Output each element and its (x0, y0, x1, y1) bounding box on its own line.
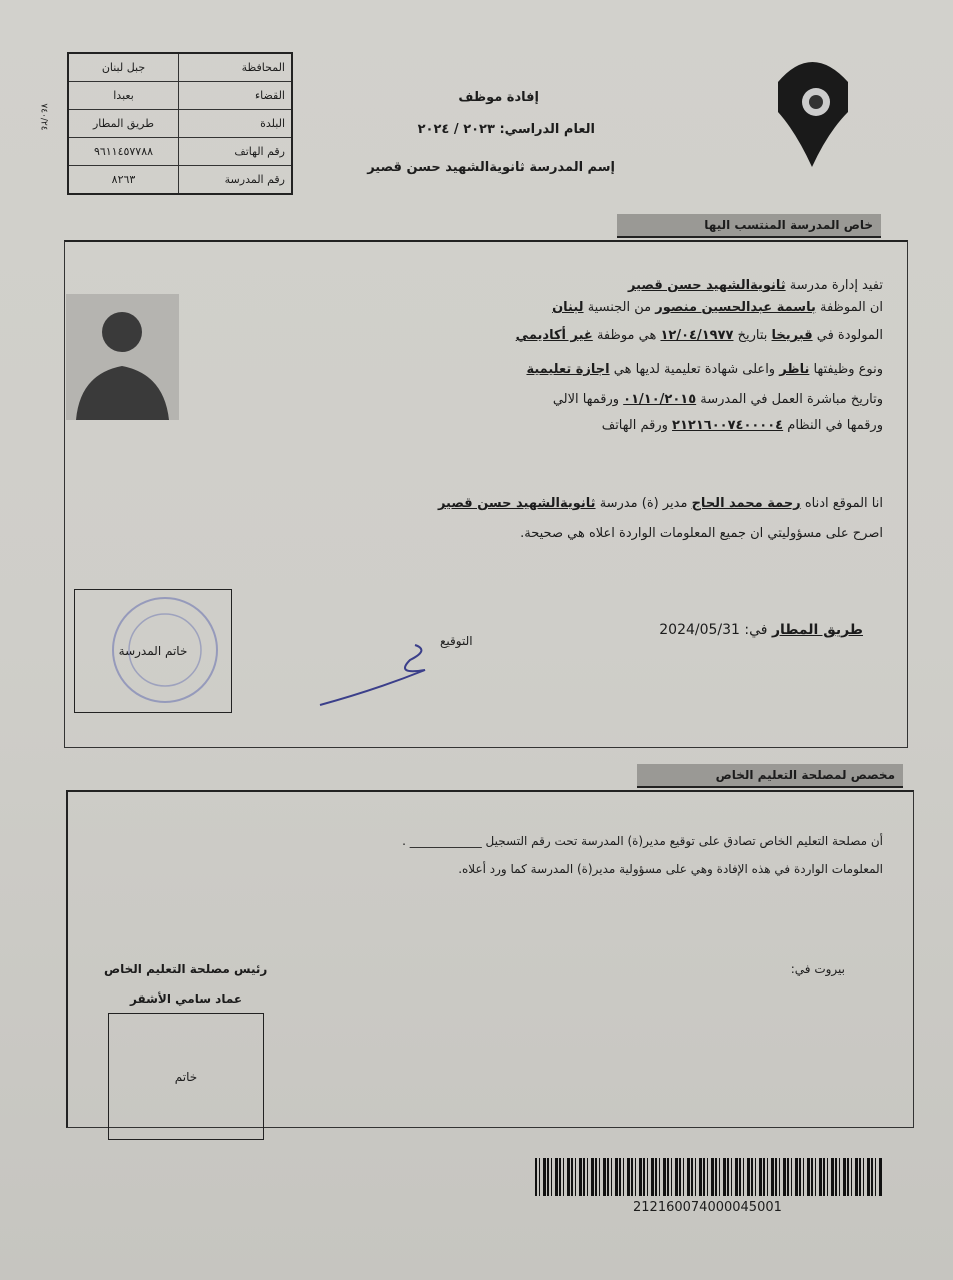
declaration-body: تفيد إدارة مدرسة ثانويةالشهيد حسن قصير ان الموظفة باسمة عبدالحسين منصور من الجنسية لبنان المولودة في قبريخا بتاريخ ١٢/٠٤/١٩٧٧ هي موظفة غير أكاديمي ونوع وظيفتها ناظر واعلى شهادة تعليمية لديها هي اجازة تعليمية وتاريخ مباشرة العمل في المدرسة ٠١/١٠/٢٠١٥ ورقمها الالي ورقمها في النظام ٢١٢١٦٠٠٧٤٠٠٠٠٤ ورقم الهاتف انا الموقع ادناه رحمة محمد الحاج مدير (ة) مدرسة ثانويةالشهيد حسن قصير اصرح على مسؤوليتي ان جميع المعلومات الواردة اعلاه هي صحيحة. (437, 278, 883, 541)
employee-photo (66, 294, 179, 420)
value: بعبدا (68, 82, 179, 110)
beirut-date-label: بيروت في: (790, 962, 845, 976)
side-note: ٧٤٠/٢٤ (38, 103, 49, 131)
label: المحافظة (179, 53, 293, 82)
label: رقم المدرسة (179, 166, 293, 195)
table-row (68, 138, 292, 166)
section-private-ed-heading: مخصص لمصلحة التعليم الخاص (637, 764, 903, 788)
ratification-text-2: المعلومات الواردة في هذه الإفادة وهي على مسؤولية مدير(ة) المدرسة كما ورد أعلاه. (458, 862, 883, 876)
value: ٨٢٦٣ (68, 166, 179, 195)
value: ٩٦١١٤٥٧٧٨٨ (68, 138, 179, 166)
document-title: إفادة موظف (458, 90, 539, 105)
info-table (67, 52, 293, 195)
school-logo (768, 42, 856, 172)
value: جبل لبنان (68, 53, 179, 82)
employee-name: باسمة عبدالحسين منصور (655, 300, 816, 315)
ratification-text-1: أن مصلحة التعليم الخاص تصادق على توقيع مدير(ة) المدرسة تحت رقم التسجيل ____________ . (402, 834, 883, 848)
section-school-heading: خاص المدرسة المنتسب اليها (617, 214, 881, 238)
barcode (535, 1158, 883, 1196)
table-row (68, 82, 292, 110)
signature (315, 635, 445, 710)
label: القضاء (179, 82, 293, 110)
school-name: إسم المدرسة ثانويةالشهيد حسن قصير (367, 160, 615, 175)
school-stamp-box: خاتم المدرسة (74, 589, 232, 713)
academic-year: العام الدراسي: ٢٠٢٣ / ٢٠٢٤ (417, 122, 595, 137)
label: البلدة (179, 110, 293, 138)
head-name: عماد سامي الأشقر (130, 992, 243, 1006)
private-ed-stamp-box: خاتم (108, 1013, 264, 1140)
school-stamp (105, 593, 225, 708)
barcode-number: 212160074000045001 (633, 1200, 782, 1215)
place-date: طريق المطار في: 2024/05/31 (659, 622, 863, 638)
table-row (68, 53, 292, 82)
table-row (68, 110, 292, 138)
head-title: رئيس مصلحة التعليم الخاص (104, 962, 268, 976)
signature-label: التوقيع (440, 634, 473, 648)
label: رقم الهاتف (179, 138, 293, 166)
table-row (68, 166, 292, 195)
value: طريق المطار (68, 110, 179, 138)
